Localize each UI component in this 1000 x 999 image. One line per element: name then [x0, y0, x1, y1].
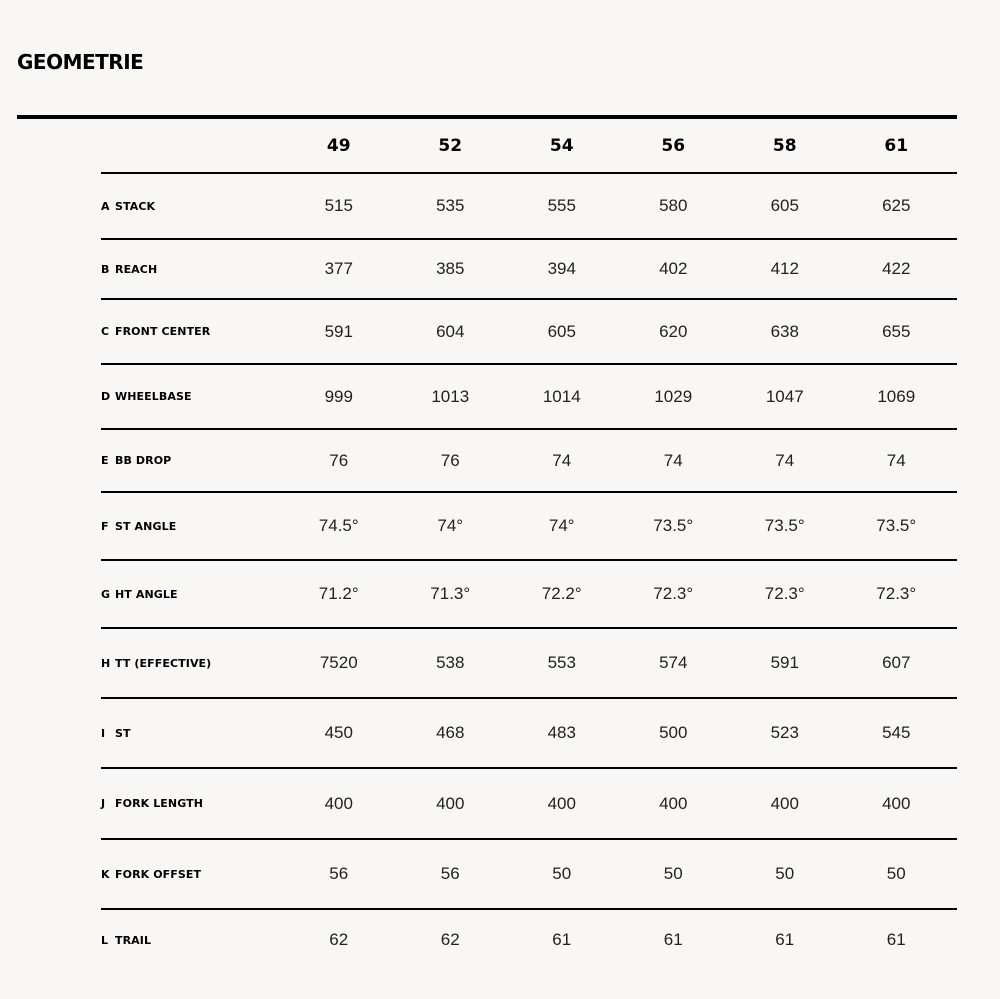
- table-cell: 538: [436, 653, 465, 672]
- table-cell: 61: [775, 930, 795, 949]
- row-name: TRAIL: [115, 933, 152, 947]
- table-cell: 62: [440, 930, 460, 949]
- table-cell: 400: [436, 793, 465, 813]
- row-letter: F: [101, 519, 109, 533]
- table-row: [101, 365, 957, 430]
- table-cell: 71.3°: [430, 584, 471, 603]
- table-cell: 73.5°: [653, 516, 694, 535]
- row-name: BB DROP: [115, 454, 172, 467]
- table-cell: 74: [663, 450, 683, 470]
- row-letter: B: [101, 262, 110, 276]
- table-row: [101, 840, 957, 910]
- table-cell: 76: [329, 450, 349, 470]
- table-cell: 62: [329, 930, 349, 949]
- row-label: [101, 657, 283, 670]
- table-cell: 535: [436, 196, 465, 215]
- row-name: HT ANGLE: [115, 587, 178, 601]
- row-label: [101, 200, 283, 213]
- table-cell: 74: [775, 450, 795, 470]
- row-letter: I: [101, 726, 106, 740]
- table-cell: 605: [547, 321, 576, 341]
- row-label: [101, 454, 283, 467]
- table-cell: 545: [882, 723, 911, 742]
- table-cell: 74: [552, 450, 572, 470]
- table-cell: 580: [659, 196, 688, 215]
- table-cell: 412: [770, 259, 799, 278]
- table-cell: 56: [440, 864, 460, 883]
- table-cell: 72.3°: [764, 584, 805, 603]
- geometry-table: [101, 119, 957, 970]
- table-cell: 72.3°: [876, 584, 917, 603]
- row-name: STACK: [115, 199, 156, 213]
- table-cell: 500: [659, 723, 688, 742]
- table-row: [101, 240, 957, 300]
- row-letter: E: [101, 454, 109, 467]
- row-name: TT (EFFECTIVE): [115, 656, 212, 670]
- row-name: FRONT CENTER: [115, 325, 211, 338]
- table-cell: 604: [436, 321, 465, 341]
- table-row: [101, 910, 957, 970]
- row-label: [101, 263, 283, 276]
- table-cell: 1029: [654, 386, 693, 406]
- size-header: 49: [326, 135, 351, 156]
- table-header-row: [101, 119, 957, 174]
- table-cell: 73.5°: [876, 516, 917, 535]
- table-row: [101, 493, 957, 561]
- row-letter: A: [101, 199, 110, 213]
- table-cell: 74°: [437, 516, 464, 535]
- table-row: [101, 629, 957, 699]
- table-cell: 72.3°: [653, 584, 694, 603]
- table-cell: 72.2°: [541, 584, 582, 603]
- table-cell: 468: [436, 723, 465, 742]
- row-label: [101, 934, 283, 947]
- table-cell: 74.5°: [318, 516, 359, 535]
- table-row: [101, 561, 957, 629]
- table-row: [101, 430, 957, 493]
- row-name: WHEELBASE: [115, 390, 192, 403]
- table-row: [101, 699, 957, 769]
- table-cell: 620: [659, 321, 688, 341]
- size-header: 61: [884, 135, 909, 156]
- table-cell: 400: [659, 793, 688, 813]
- row-letter: H: [101, 656, 111, 670]
- row-name: ST ANGLE: [115, 519, 177, 533]
- table-cell: 483: [547, 723, 576, 742]
- table-cell: 50: [663, 864, 683, 883]
- table-cell: 385: [436, 259, 465, 278]
- row-name: REACH: [115, 262, 158, 276]
- table-cell: 638: [770, 321, 799, 341]
- row-label: [101, 727, 283, 740]
- table-cell: 999: [324, 386, 353, 406]
- table-cell: 50: [552, 864, 572, 883]
- table-cell: 655: [882, 321, 911, 341]
- table-cell: 400: [770, 793, 799, 813]
- table-cell: 400: [882, 793, 911, 813]
- table-cell: 61: [552, 930, 572, 949]
- table-cell: 7520: [319, 653, 358, 672]
- table-body: [101, 174, 957, 970]
- row-label: [101, 797, 283, 810]
- table-cell: 607: [882, 653, 911, 672]
- table-cell: 1047: [765, 386, 804, 406]
- row-name: FORK LENGTH: [115, 797, 204, 810]
- row-label: [101, 390, 283, 403]
- table-cell: 422: [882, 259, 911, 278]
- row-letter: K: [101, 867, 110, 881]
- table-cell: 1014: [542, 386, 581, 406]
- table-cell: 76: [440, 450, 460, 470]
- table-cell: 1069: [877, 386, 916, 406]
- table-row: [101, 300, 957, 365]
- row-label: [101, 325, 283, 338]
- page-title: GEOMETRIE: [17, 50, 144, 74]
- table-cell: 591: [770, 653, 799, 672]
- row-name: FORK OFFSET: [115, 867, 202, 881]
- table-cell: 61: [663, 930, 683, 949]
- table-cell: 377: [324, 259, 353, 278]
- table-cell: 61: [886, 930, 906, 949]
- table-cell: 555: [547, 196, 576, 215]
- row-name: ST: [115, 726, 131, 740]
- table-cell: 574: [659, 653, 688, 672]
- size-header: 54: [549, 135, 574, 156]
- row-letter: G: [101, 587, 111, 601]
- table-cell: 1013: [431, 386, 470, 406]
- table-cell: 56: [329, 864, 349, 883]
- table-cell: 523: [770, 723, 799, 742]
- table-row: [101, 174, 957, 240]
- row-letter: J: [101, 797, 106, 810]
- size-header: 58: [772, 135, 797, 156]
- table-cell: 394: [547, 259, 576, 278]
- table-cell: 553: [547, 653, 576, 672]
- table-cell: 74°: [548, 516, 575, 535]
- row-letter: L: [101, 933, 109, 947]
- row-letter: C: [101, 325, 110, 338]
- table-row: [101, 769, 957, 840]
- table-cell: 450: [324, 723, 353, 742]
- table-cell: 515: [324, 196, 353, 215]
- size-header: 52: [438, 135, 463, 156]
- table-cell: 591: [324, 321, 353, 341]
- row-label: [101, 588, 283, 601]
- size-header: 56: [661, 135, 686, 156]
- row-label: [101, 520, 283, 533]
- table-cell: 400: [547, 793, 576, 813]
- row-letter: D: [101, 390, 111, 403]
- table-cell: 50: [886, 864, 906, 883]
- table-cell: 74: [886, 450, 906, 470]
- row-label: [101, 868, 283, 881]
- table-cell: 402: [659, 259, 688, 278]
- table-cell: 400: [324, 793, 353, 813]
- table-cell: 73.5°: [764, 516, 805, 535]
- table-cell: 625: [882, 196, 911, 215]
- table-cell: 50: [775, 864, 795, 883]
- table-cell: 71.2°: [318, 584, 359, 603]
- table-cell: 605: [770, 196, 799, 215]
